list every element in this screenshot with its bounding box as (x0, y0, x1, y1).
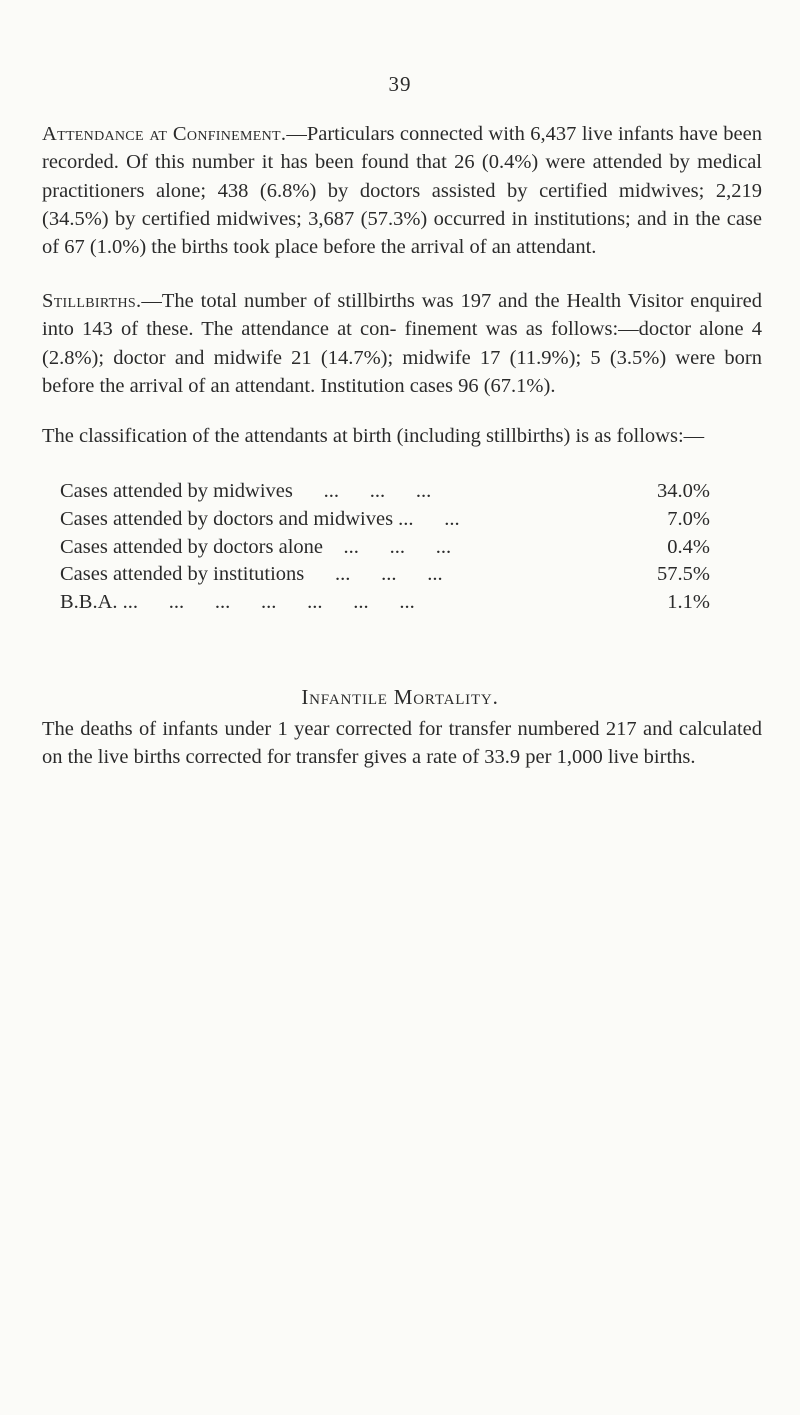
row-label: Cases attended by doctors alone ... ... ... (60, 535, 452, 558)
row-value: 57.5% (657, 563, 710, 586)
table-row (60, 506, 710, 534)
table-row (60, 478, 710, 506)
attendance-paragraph (42, 120, 762, 261)
classification-table (60, 478, 710, 617)
classification-intro: The classification of the attendants at birth (including stillbirths) is as follows:— (42, 425, 705, 447)
row-label: Cases attended by doctors and midwives ... ... (60, 507, 460, 530)
attendance-text: —Particulars connected with 6,437 live infants have been recorded. Of this number it has been found that 26 (0.4%) were attended by medical practitioners alone; 438 (6.8%) by doctors assisted by certified midwives; 2,219 (34.5%) by certified midwives; 3,687 (57.3%) occurred in institutions; and in the case of 67 (1.0%) the births took place before the arrival of an attendant. (42, 123, 762, 259)
row-label: Cases attended by midwives ... ... ... (60, 480, 432, 502)
stillbirths-text: —The total number of stillbirths was 197 and the Health Visitor enquired into 143 of these. The attendance at con- finement was as follows:—doctor alone 4 (2.8%); doctor and midwife 21 (14.7%); midwife 17 (11.9%); 5 (3.5%) were born before the arrival of an attendant. Institution cases 96 (67.1%). (42, 290, 762, 397)
infantile-mortality-heading: Infantile Mortality. (301, 685, 499, 709)
table-row (60, 534, 710, 562)
stillbirths-paragraph (42, 287, 762, 400)
row-label: Cases attended by institutions ... ... ... (60, 563, 443, 586)
row-value: 34.0% (657, 480, 710, 502)
row-value: 1.1% (667, 591, 710, 614)
row-label: B.B.A. ... ... ... ... ... ... ... (60, 591, 415, 614)
stillbirths-heading: Stillbirths. (42, 290, 142, 312)
infantile-mortality-paragraph: The deaths of infants under 1 year corrected for transfer numbered 217 and calculated on the live births corrected for transfer gives a rate of 33.9 per 1,000 live births. (42, 718, 762, 769)
table-row (60, 589, 710, 617)
row-value: 7.0% (667, 507, 710, 530)
table-row (60, 561, 710, 589)
page-number: 39 (388, 72, 412, 96)
row-value: 0.4% (667, 535, 710, 558)
attendance-heading: Attendance at Confinement. (42, 123, 287, 145)
